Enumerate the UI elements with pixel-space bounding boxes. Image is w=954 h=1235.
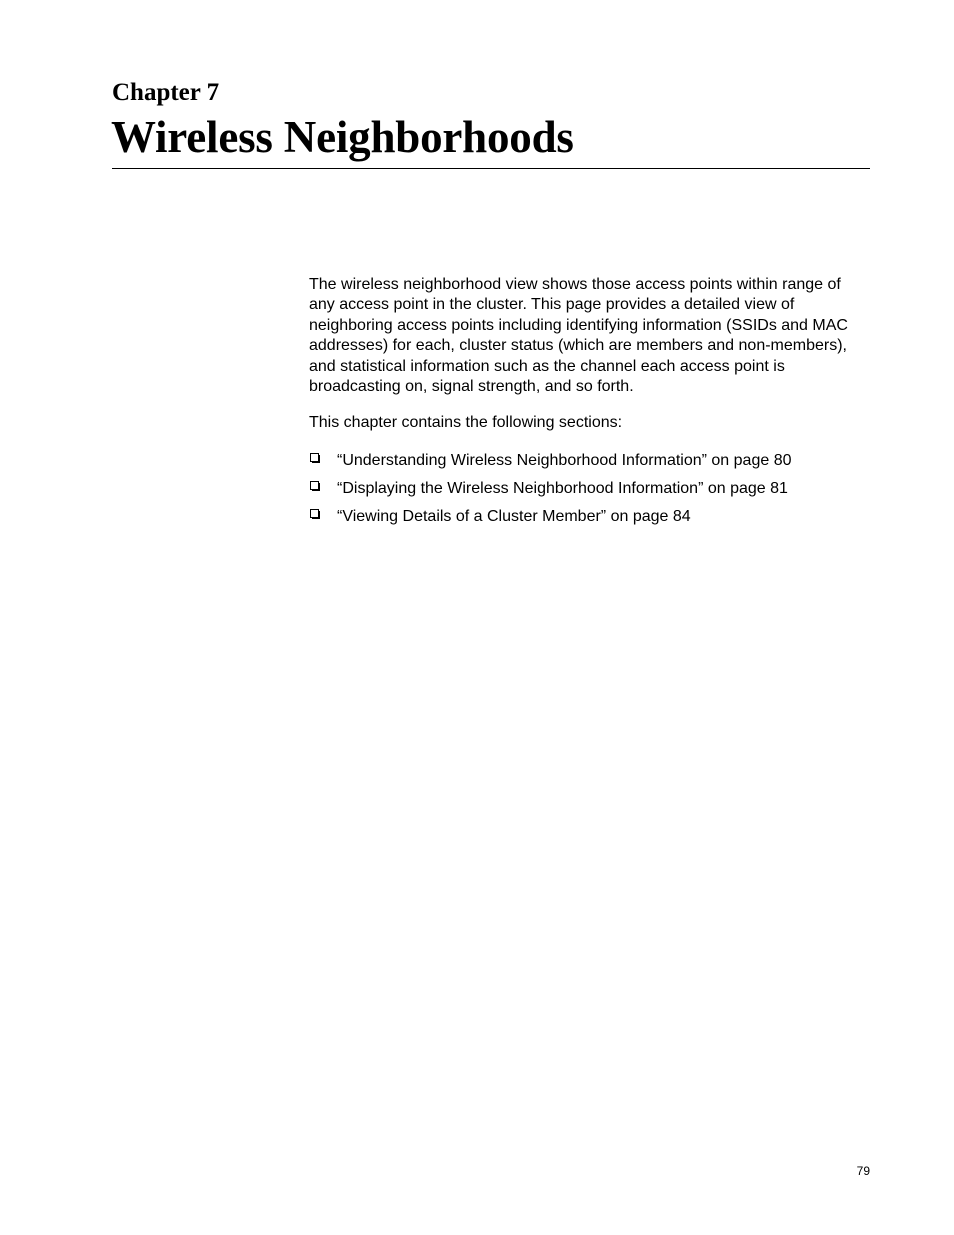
page-number: 79 — [856, 1164, 870, 1178]
body-column — [309, 275, 869, 535]
sections-intro: This chapter contains the following sections: — [309, 414, 623, 432]
section-list-item[interactable] — [309, 479, 869, 507]
chapter-title: Wireless Neighborhoods — [111, 112, 574, 162]
hollow-square-bullet-icon — [309, 507, 337, 521]
section-list-item[interactable] — [309, 451, 869, 479]
section-list — [309, 451, 869, 535]
title-divider — [112, 168, 870, 169]
section-list-item[interactable] — [309, 507, 869, 535]
section-link[interactable]: “Understanding Wireless Neighborhood Information” on page 80 — [337, 451, 792, 469]
hollow-square-bullet-icon — [309, 479, 337, 493]
hollow-square-bullet-icon — [309, 451, 337, 465]
section-link[interactable]: “Viewing Details of a Cluster Member” on page 84 — [337, 507, 691, 525]
chapter-label: Chapter 7 — [112, 79, 220, 106]
section-link[interactable]: “Displaying the Wireless Neighborhood Information” on page 81 — [337, 479, 788, 497]
intro-paragraph: The wireless neighborhood view shows those access points within range of any access point in the cluster. This page provides a detailed view of neighboring access points including identifying information (SSIDs and MAC addresses) for each, cluster status (which are members and non-members), and statistical information such as the channel each access point is broadcasting on, signal strength, and so forth. — [309, 276, 848, 396]
